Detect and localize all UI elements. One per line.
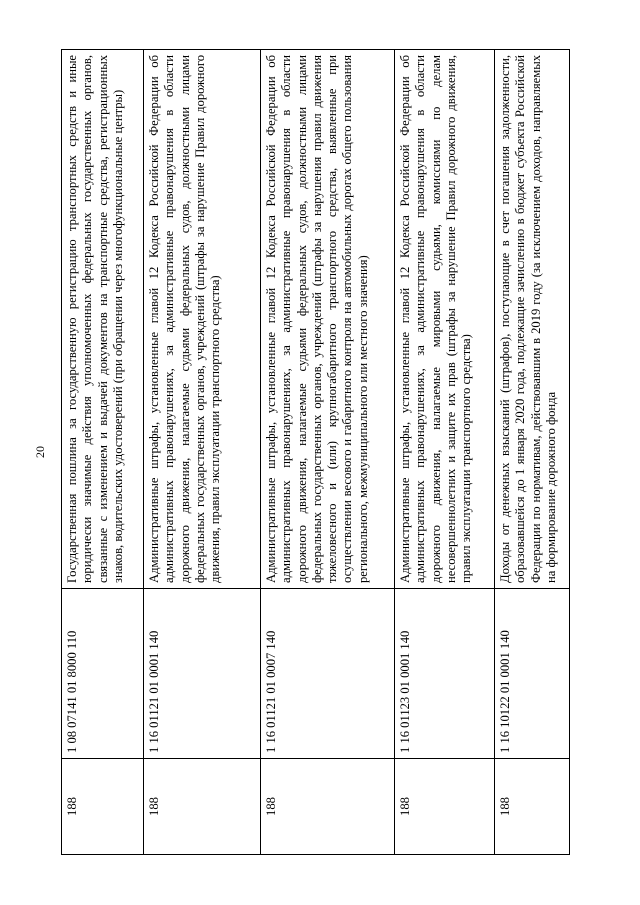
description-cell: Доходы от денежных взысканий (штрафов), поступающие в счет погашения задолженности, образовавшейся до 1 января 2020 года, подлежащие зачислению в бюджет субъекта Российской Федерации по нормативам, действовавшим в 2019 году (за исключением доходов, направляемых на формирование дорожного фонда: [495, 50, 570, 589]
admin-code-cell: 188: [62, 759, 144, 855]
rotated-table-container: [61, 50, 569, 855]
table-row: [495, 50, 570, 855]
kbk-code-cell: 1 16 01121 01 0007 140: [261, 589, 395, 759]
admin-code-cell: 188: [495, 759, 570, 855]
table-wrapper: [61, 50, 569, 855]
admin-code-cell: 188: [261, 759, 395, 855]
kbk-code-cell: 1 16 10122 01 0001 140: [495, 589, 570, 759]
kbk-code-cell: 1 16 01123 01 0001 140: [395, 589, 495, 759]
admin-code-cell: 188: [395, 759, 495, 855]
table-row: [395, 50, 495, 855]
admin-code-cell: 188: [144, 759, 261, 855]
description-cell: Административные штрафы, установленные главой 12 Кодекса Российской Федерации об административных правонарушениях, за административные правонарушения в области дорожного движения, налагаемые судьями федеральных судов, должностными лицами федеральных государственных органов, учреждений (штрафы за нарушение Правил дорожного движения, правил эксплуатации транспортного средства): [144, 50, 261, 589]
page-number: 20: [33, 446, 47, 458]
table-row: [144, 50, 261, 855]
table-row: [261, 50, 395, 855]
kbk-code-cell: 1 08 07141 01 8000 110: [62, 589, 144, 759]
description-cell: Административные штрафы, установленные главой 12 Кодекса Российской Федерации об административных правонарушениях, за административные правонарушения в области дорожного движения, налагаемые судьями федеральных судов, должностными лицами федеральных государственных органов, учреждений (штрафы за нарушения правил движения тяжеловесного и (или) крупногабаритного транспортного средства, выявленные при осуществлении весового и габаритного контроля на автомобильных дорогах общего пользования регионального, межмуниципального или местного значения): [261, 50, 395, 589]
description-cell: Административные штрафы, установленные главой 12 Кодекса Российской Федерации об административных правонарушениях, за административные правонарушения в области дорожного движения, налагаемые мировыми судьями, комиссиями по делам несовершеннолетних и защите их прав (штрафы за нарушение Правил дорожного движения, правил эксплуатации транспортного средства): [395, 50, 495, 589]
revenue-codes-table: [61, 49, 570, 855]
description-cell: Государственная пошлина за государственную регистрацию транспортных средств и иные юридически значимые действия уполномоченных федеральных государственных органов, связанные с изменением и выдачей документов на транспортные средства, регистрационных знаков, водительских удостоверений (при обращении через многофункциональные центры): [62, 50, 144, 589]
table-row: [62, 50, 144, 855]
kbk-code-cell: 1 16 01121 01 0001 140: [144, 589, 261, 759]
